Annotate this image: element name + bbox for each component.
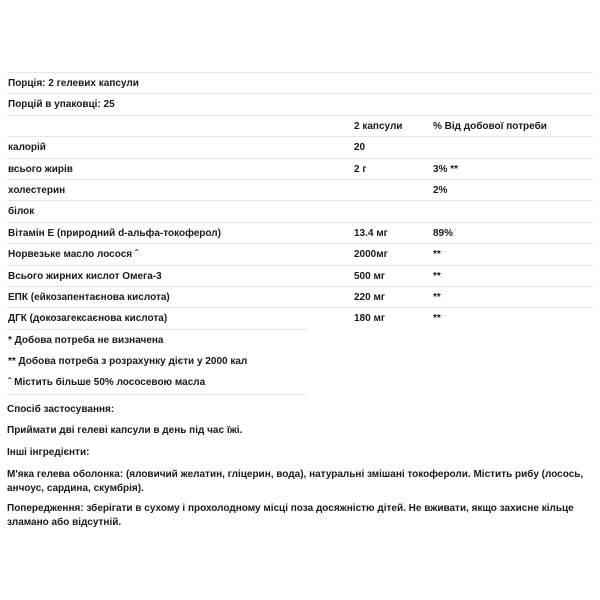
servings-row <box>7 93 593 114</box>
table-row <box>7 286 593 307</box>
serving-row <box>7 72 593 93</box>
nutrient-name: всього жирів <box>8 163 73 175</box>
amount-header: 2 капсули <box>354 120 403 132</box>
nutrient-dv: ** <box>433 249 441 261</box>
table-row <box>7 307 593 328</box>
table-row <box>7 179 593 200</box>
table-row <box>7 265 593 286</box>
nutrient-name: Всього жирних кислот Омега-3 <box>8 270 162 282</box>
nutrient-dv: 3% ** <box>433 163 459 175</box>
servings-per-container: Порцій в упаковці: 25 <box>8 99 115 111</box>
nutrient-amount: 500 мг <box>354 270 386 282</box>
nutrient-name: ДГК (докозагексаєнова кислота) <box>8 313 168 325</box>
nutrient-name: холестерин <box>8 184 66 196</box>
nutrient-amount: 2 г <box>354 163 367 175</box>
table-row <box>7 243 593 264</box>
footnote: * Добова потреба не визначена <box>8 334 164 346</box>
nutrient-dv: 2% <box>433 184 448 196</box>
nutrient-amount: 180 мг <box>354 313 386 325</box>
table-row <box>7 222 593 243</box>
nutrient-amount: 2000мг <box>354 249 388 261</box>
header-row <box>7 115 593 136</box>
nutrient-name: калорій <box>8 142 46 154</box>
usage-text: Приймати дві гелеві капсули в день під час їжі. <box>7 425 243 436</box>
nutrient-dv: 89% <box>433 227 454 239</box>
ingredients-text: М'яка гелева оболонка: (яловичий желатин, гліцерин, вода), натуральні змішані токофероли. Містить рибу (лосось, анчоус, сардина, скумбрія). <box>7 469 584 494</box>
nutrient-amount: 13.4 мг <box>354 227 388 239</box>
nutrient-name: Норвезьке масло лосося ˆ <box>8 249 139 261</box>
nutrient-name: ЕПК (ейкозапентаєнова кислота) <box>8 291 170 303</box>
nutrient-amount: 20 <box>354 142 366 154</box>
nutrient-dv: ** <box>433 291 441 303</box>
divider <box>7 394 307 395</box>
warning-text: Попередження: зберігати в сухому і прохолодному місці поза досяжністю дітей. Не вживати, якщо захисне кільце зламано або відсутній. <box>7 503 574 528</box>
table-row <box>7 200 593 221</box>
footnote: ** Добова потреба з розрахунку дієти у 2000 кал <box>8 356 248 368</box>
table-row <box>7 136 593 157</box>
ingredients-title: Інші інгредієнти: <box>7 447 90 458</box>
nutrient-name: Вітамін Е (природний d-альфа-токоферол) <box>8 227 221 239</box>
nutrient-dv: ** <box>433 270 441 282</box>
nutrient-dv: ** <box>433 313 441 325</box>
dv-header: % Від добової потреби <box>433 120 547 132</box>
footnote: ˆ Містить більше 50% лососевою масла <box>8 377 206 389</box>
nutrient-name: білок <box>8 206 35 218</box>
nutrient-amount: 220 мг <box>354 291 386 303</box>
usage-title: Спосіб застосування: <box>7 404 115 415</box>
supplement-facts-table <box>7 72 593 395</box>
footnotes <box>7 329 307 394</box>
table-row <box>7 158 593 179</box>
serving-size: Порція: 2 гелевих капсули <box>8 78 139 89</box>
